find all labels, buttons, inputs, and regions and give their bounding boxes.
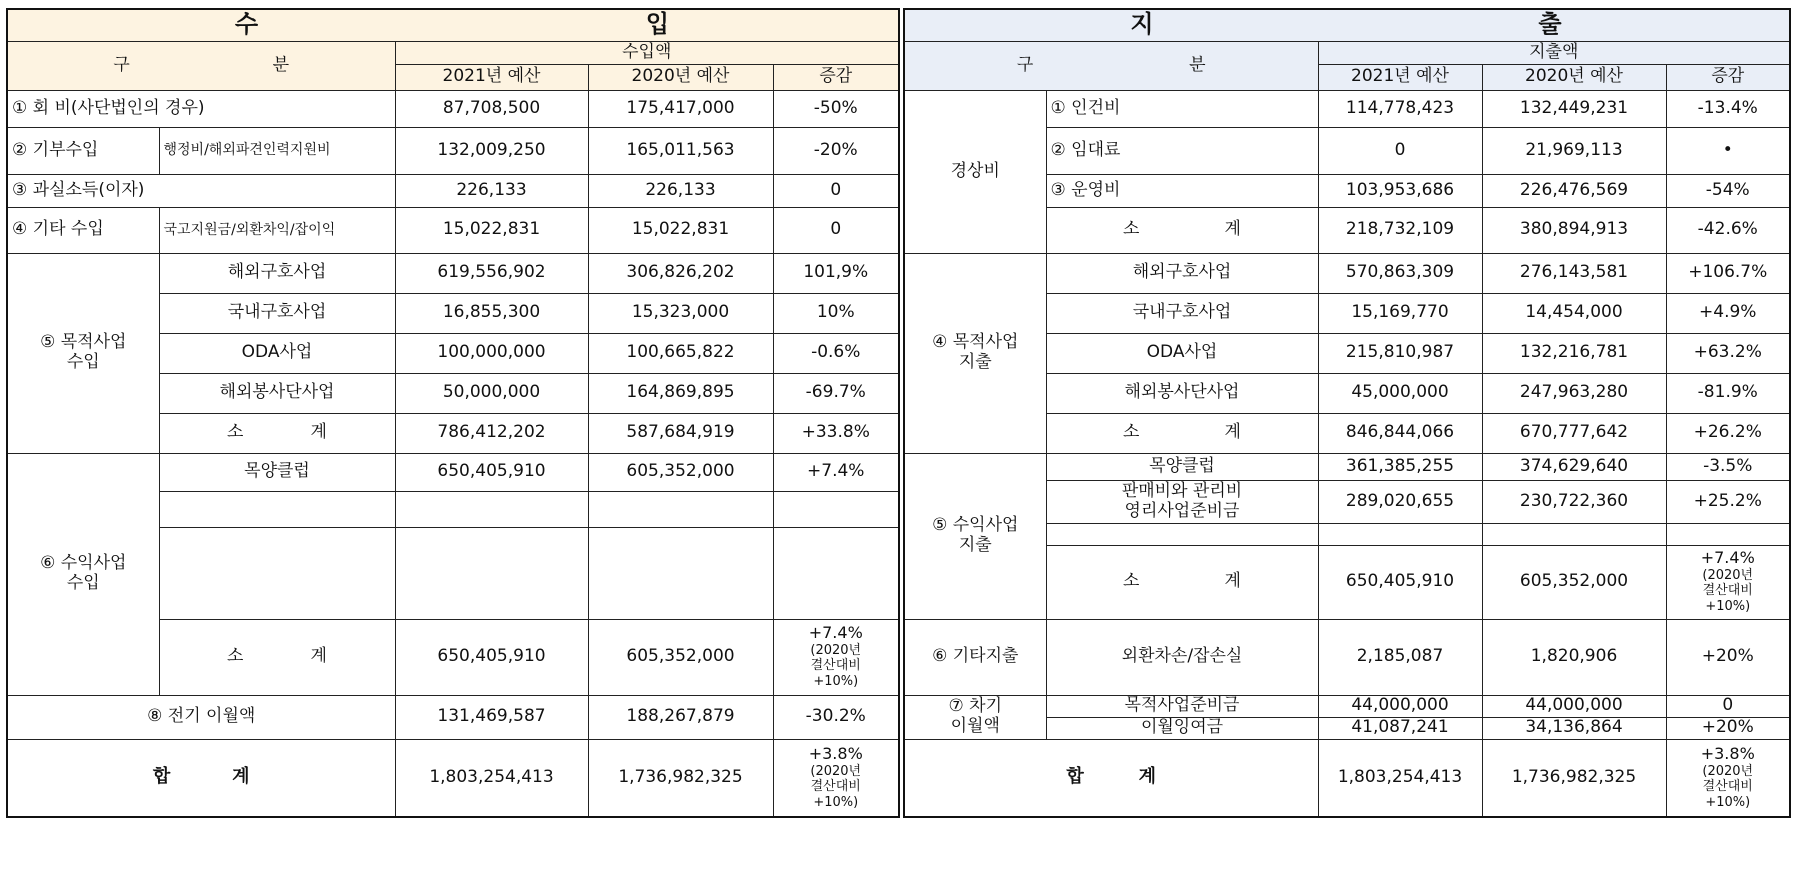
value-2020: 14,454,000 bbox=[1482, 293, 1666, 333]
value-2021: 215,810,987 bbox=[1318, 333, 1482, 373]
subtotal-2021: 650,405,910 bbox=[1318, 545, 1482, 619]
value-2021: 103,953,686 bbox=[1318, 174, 1482, 207]
other-expense-label: ⑥ 기타지출 bbox=[904, 619, 1046, 695]
item-name: 해외구호사업 bbox=[159, 253, 395, 293]
value-2021: 87,708,500 bbox=[395, 90, 588, 127]
subtotal-2020: 380,894,913 bbox=[1482, 207, 1666, 253]
table-row bbox=[7, 207, 899, 253]
item-name: 판매비와 관리비 영리사업준비금 bbox=[1046, 480, 1318, 523]
expense-2020-header: 2020년 예산 bbox=[1482, 64, 1666, 90]
item-name: 해외봉사단사업 bbox=[1046, 373, 1318, 413]
total-label: 합 계 bbox=[904, 739, 1318, 817]
value-change: 101,9% bbox=[773, 253, 899, 293]
value-2021: 131,469,587 bbox=[395, 695, 588, 739]
expense-amount-header: 지출액 bbox=[1318, 41, 1790, 64]
value-2020: 1,820,906 bbox=[1482, 619, 1666, 695]
value-2020: 175,417,000 bbox=[588, 90, 773, 127]
total-2020: 1,736,982,325 bbox=[588, 739, 773, 817]
row-sublabel: 국고지원금/외환차익/잡이익 bbox=[159, 207, 395, 253]
row-label: ⑧ 전기 이월액 bbox=[7, 695, 395, 739]
value-change: 10% bbox=[773, 293, 899, 333]
value-2021: 132,009,250 bbox=[395, 127, 588, 174]
subtotal-2020: 587,684,919 bbox=[588, 413, 773, 453]
subtotal-change: +7.4% (2020년 결산대비 +10%) bbox=[773, 619, 899, 695]
income-change-header: 증감 bbox=[773, 64, 899, 90]
subtotal-label: 소 계 bbox=[1046, 545, 1318, 619]
value-2021: 114,778,423 bbox=[1318, 90, 1482, 127]
value-2020: 276,143,581 bbox=[1482, 253, 1666, 293]
value-change: 0 bbox=[773, 207, 899, 253]
table-row bbox=[7, 90, 899, 127]
row-sublabel: 행정비/해외파견인력지원비 bbox=[159, 127, 395, 174]
value-2021: 15,022,831 bbox=[395, 207, 588, 253]
expense-category-header: 구 분 bbox=[904, 41, 1318, 90]
item-name: 국내구호사업 bbox=[1046, 293, 1318, 333]
purpose-expense-label: ④ 목적사업 지출 bbox=[904, 253, 1046, 453]
subtotal-label: 소 계 bbox=[159, 619, 395, 695]
item-name: 외환차손/잡손실 bbox=[1046, 619, 1318, 695]
value-change: -3.5% bbox=[1666, 453, 1790, 480]
value-2020: 21,969,113 bbox=[1482, 127, 1666, 174]
value-2021: 289,020,655 bbox=[1318, 480, 1482, 523]
row-label: ② 기부수입 bbox=[7, 127, 159, 174]
item-name: 국내구호사업 bbox=[159, 293, 395, 333]
item-name: 해외구호사업 bbox=[1046, 253, 1318, 293]
value-change: -81.9% bbox=[1666, 373, 1790, 413]
value-2020: 374,629,640 bbox=[1482, 453, 1666, 480]
expense-title: 지 출 bbox=[904, 9, 1790, 41]
value-2021: 361,385,255 bbox=[1318, 453, 1482, 480]
profit-expense-label: ⑤ 수익사업 지출 bbox=[904, 453, 1046, 619]
value-2021: 570,863,309 bbox=[1318, 253, 1482, 293]
subtotal-2021: 846,844,066 bbox=[1318, 413, 1482, 453]
subtotal-label: 소 계 bbox=[159, 413, 395, 453]
total-label: 합 계 bbox=[7, 739, 395, 817]
value-change: -20% bbox=[773, 127, 899, 174]
table-row bbox=[7, 127, 899, 174]
item-name: ① 인건비 bbox=[1046, 90, 1318, 127]
profit-income-label: ⑥ 수익사업 수입 bbox=[7, 453, 159, 695]
subtotal-2020: 605,352,000 bbox=[588, 619, 773, 695]
subtotal-change: +26.2% bbox=[1666, 413, 1790, 453]
row-label: ③ 과실소득(이자) bbox=[7, 174, 395, 207]
value-2020: 15,323,000 bbox=[588, 293, 773, 333]
row-label: ④ 기타 수입 bbox=[7, 207, 159, 253]
subtotal-2021: 650,405,910 bbox=[395, 619, 588, 695]
income-2020-header: 2020년 예산 bbox=[588, 64, 773, 90]
value-2020: 132,216,781 bbox=[1482, 333, 1666, 373]
value-2020: 164,869,895 bbox=[588, 373, 773, 413]
value-2021: 15,169,770 bbox=[1318, 293, 1482, 333]
value-2021: 619,556,902 bbox=[395, 253, 588, 293]
value-2021: 100,000,000 bbox=[395, 333, 588, 373]
value-change: +20% bbox=[1666, 717, 1790, 739]
expense-2021-header: 2021년 예산 bbox=[1318, 64, 1482, 90]
value-change: +106.7% bbox=[1666, 253, 1790, 293]
total-row bbox=[7, 739, 899, 817]
subtotal-change: -42.6% bbox=[1666, 207, 1790, 253]
value-2021: 16,855,300 bbox=[395, 293, 588, 333]
subtotal-change: +7.4% (2020년 결산대비 +10%) bbox=[1666, 545, 1790, 619]
total-2021: 1,803,254,413 bbox=[1318, 739, 1482, 817]
item-name: 목적사업준비금 bbox=[1046, 695, 1318, 717]
item-name: ② 임대료 bbox=[1046, 127, 1318, 174]
value-2021: 0 bbox=[1318, 127, 1482, 174]
subtotal-2021: 218,732,109 bbox=[1318, 207, 1482, 253]
value-change: -0.6% bbox=[773, 333, 899, 373]
item-name: ODA사업 bbox=[1046, 333, 1318, 373]
value-change: -13.4% bbox=[1666, 90, 1790, 127]
value-2021: 650,405,910 bbox=[395, 453, 588, 491]
carryover-label: ⑦ 차기 이월액 bbox=[904, 695, 1046, 739]
value-2021: 50,000,000 bbox=[395, 373, 588, 413]
value-2020: 44,000,000 bbox=[1482, 695, 1666, 717]
item-name: 목양클럽 bbox=[1046, 453, 1318, 480]
value-2020: 247,963,280 bbox=[1482, 373, 1666, 413]
value-2020: 188,267,879 bbox=[588, 695, 773, 739]
value-change: +63.2% bbox=[1666, 333, 1790, 373]
income-2021-header: 2021년 예산 bbox=[395, 64, 588, 90]
table-row bbox=[904, 90, 1790, 127]
value-change: +4.9% bbox=[1666, 293, 1790, 333]
subtotal-2021: 786,412,202 bbox=[395, 413, 588, 453]
value-change: -30.2% bbox=[773, 695, 899, 739]
value-change: -54% bbox=[1666, 174, 1790, 207]
value-2021: 44,000,000 bbox=[1318, 695, 1482, 717]
value-2020: 226,476,569 bbox=[1482, 174, 1666, 207]
value-change: +7.4% bbox=[773, 453, 899, 491]
value-2020: 230,722,360 bbox=[1482, 480, 1666, 523]
table-row bbox=[904, 253, 1790, 293]
value-change: -69.7% bbox=[773, 373, 899, 413]
total-change: +3.8% (2020년 결산대비 +10%) bbox=[1666, 739, 1790, 817]
value-change: +20% bbox=[1666, 619, 1790, 695]
value-2020: 605,352,000 bbox=[588, 453, 773, 491]
expense-table bbox=[903, 8, 1791, 818]
value-change: -50% bbox=[773, 90, 899, 127]
value-2020: 165,011,563 bbox=[588, 127, 773, 174]
item-name: ③ 운영비 bbox=[1046, 174, 1318, 207]
value-2020: 34,136,864 bbox=[1482, 717, 1666, 739]
expense-change-header: 증감 bbox=[1666, 64, 1790, 90]
table-row bbox=[7, 695, 899, 739]
table-row bbox=[904, 453, 1790, 480]
value-2021: 41,087,241 bbox=[1318, 717, 1482, 739]
value-2020: 100,665,822 bbox=[588, 333, 773, 373]
value-2020: 306,826,202 bbox=[588, 253, 773, 293]
value-change: 0 bbox=[773, 174, 899, 207]
income-title: 수 입 bbox=[7, 9, 899, 41]
ordinary-expense-label: 경상비 bbox=[904, 90, 1046, 253]
row-label: ① 회 비(사단법인의 경우) bbox=[7, 90, 395, 127]
subtotal-2020: 670,777,642 bbox=[1482, 413, 1666, 453]
value-change: 0 bbox=[1666, 695, 1790, 717]
value-2020: 226,133 bbox=[588, 174, 773, 207]
table-row bbox=[7, 174, 899, 207]
value-2021: 45,000,000 bbox=[1318, 373, 1482, 413]
income-category-header: 구 분 bbox=[7, 41, 395, 90]
item-name: 목양클럽 bbox=[159, 453, 395, 491]
table-row bbox=[7, 453, 899, 491]
value-change: +25.2% bbox=[1666, 480, 1790, 523]
purpose-income-label: ⑤ 목적사업 수입 bbox=[7, 253, 159, 453]
value-2020: 15,022,831 bbox=[588, 207, 773, 253]
value-2021: 226,133 bbox=[395, 174, 588, 207]
total-2021: 1,803,254,413 bbox=[395, 739, 588, 817]
total-2020: 1,736,982,325 bbox=[1482, 739, 1666, 817]
total-change: +3.8% (2020년 결산대비 +10%) bbox=[773, 739, 899, 817]
value-2020: 132,449,231 bbox=[1482, 90, 1666, 127]
value-2021: 2,185,087 bbox=[1318, 619, 1482, 695]
table-row bbox=[7, 253, 899, 293]
subtotal-label: 소 계 bbox=[1046, 207, 1318, 253]
subtotal-change: +33.8% bbox=[773, 413, 899, 453]
subtotal-label: 소 계 bbox=[1046, 413, 1318, 453]
income-table bbox=[6, 8, 900, 818]
subtotal-2020: 605,352,000 bbox=[1482, 545, 1666, 619]
item-name: 이월잉여금 bbox=[1046, 717, 1318, 739]
table-row bbox=[904, 619, 1790, 695]
table-row bbox=[904, 695, 1790, 717]
total-row bbox=[904, 739, 1790, 817]
item-name: 해외봉사단사업 bbox=[159, 373, 395, 413]
item-name: ODA사업 bbox=[159, 333, 395, 373]
value-change: • bbox=[1666, 127, 1790, 174]
income-amount-header: 수입액 bbox=[395, 41, 899, 64]
